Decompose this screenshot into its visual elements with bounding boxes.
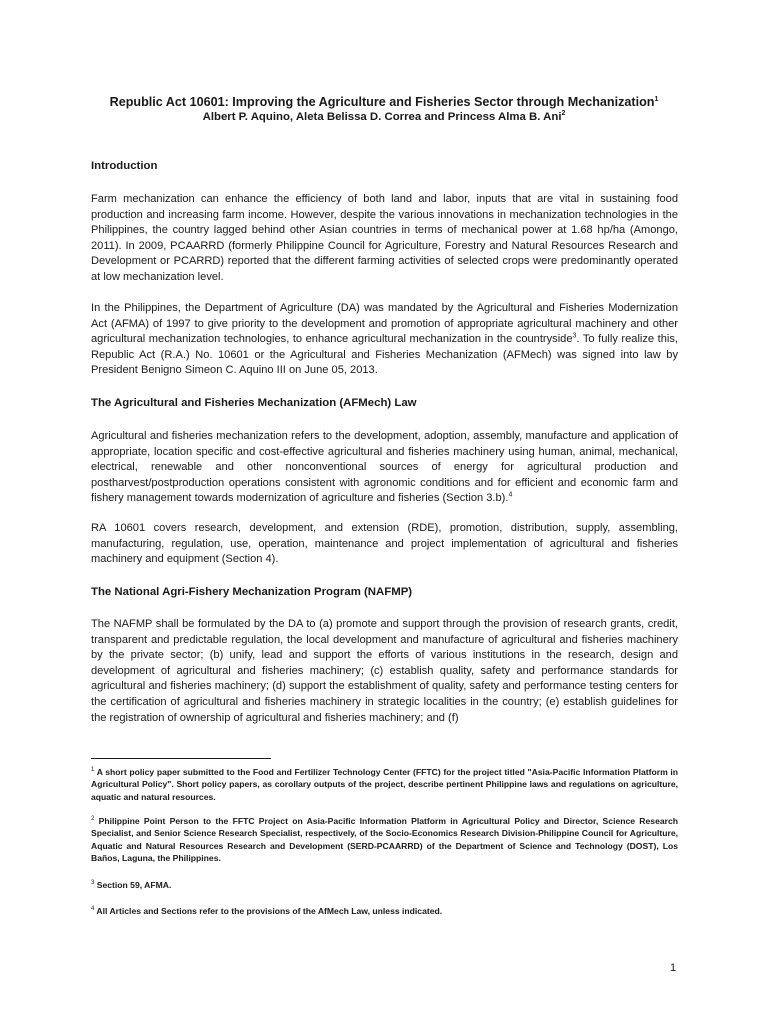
intro-paragraph-2-part-a: In the Philippines, the Department of Agriculture (DA) was mandated by the Agricultural and Fisheries Modernization Act (AFMA) of 1997 to give priority to the development and promotion of appropriate agricultural machinery and other agricultural mechanization technologies, to enhance agricultural mechanization in the countryside xyxy=(91,302,678,346)
footnote-4-mark: 4 xyxy=(91,906,95,913)
footnote-1-mark: 1 xyxy=(91,767,95,774)
intro-paragraph-2-part-b: . To fully realize this, Republic Act (R.A.) No. 10601 or the Agricultural and Fisheries Mechanization (AFMech) was signed into law by President Benigno Simeon C. Aquino III on June 05, 2013. xyxy=(91,333,678,377)
footnote-3-text: Section 59, AFMA. xyxy=(96,880,172,890)
footnote-4-text: All Articles and Sections refer to the provisions of the AfMech Law, unless indicated. xyxy=(96,906,443,916)
page-number: 1 xyxy=(670,962,677,974)
footnote-1-text: A short policy paper submitted to the Food and Fertilizer Technology Center (FFTC) for the project titled "Asia-Pacific Information Platform in Agricultural Policy". Short policy papers, as corollary outputs of the project, describe pertinent Philippine laws and regulations on agriculture, aquatic and natural resources. xyxy=(91,767,678,802)
introduction-heading: Introduction xyxy=(91,160,158,172)
footnote-3-mark: 3 xyxy=(91,880,95,887)
footnote-2-mark: 2 xyxy=(91,816,95,823)
intro-paragraph-2 xyxy=(91,301,678,379)
intro-paragraph-1: Farm mechanization can enhance the efficiency of both land and labor, inputs that are vital in sustaining food production and increasing farm income. However, despite the various innovations in mechanization technologies in the Philippines, the country lagged behind other Asian countries in terms of mechanical power at 1.68 hp/ha (Amongo, 2011). In 2009, PCAARRD (formerly Philippine Council for Agriculture, Forestry and Natural Resources Research and Development or PCARRD) reported that the different farming activities of selected crops were predominantly operated at low mechanization level. xyxy=(91,193,678,283)
afmech-paragraph-2: RA 10601 covers research, development, and extension (RDE), promotion, distribution, supply, assembling, manufacturing, regulation, use, operation, maintenance and project implementation of agricultural and fisheries machinery and equipment (Section 4). xyxy=(91,522,678,566)
afmech-paragraph-1-text: Agricultural and fisheries mechanization refers to the development, adoption, assembly, manufacture and application of appropriate, location specific and cost-effective agricultural and fisheries machinery using human, animal, mechanical, electrical, renewable and other nonconventional sources of energy for agricultural production and postharvest/postproduction operations consistent with agronomic conditions and for efficient and economic farm and fishery management towards modernization of agriculture and fisheries (Section 3.b). xyxy=(91,430,678,505)
footnote-divider xyxy=(91,758,271,759)
footnote-2 xyxy=(91,815,678,865)
author-footnote-mark: 2 xyxy=(561,110,566,118)
paper-title-text: Republic Act 10601: Improving the Agriculture and Fisheries Sector through Mechanization xyxy=(109,95,655,109)
title-footnote-mark: 1 xyxy=(654,95,659,103)
author-list-text: Albert P. Aquino, Aleta Belissa D. Correa and Princess Alma B. Ani xyxy=(202,111,562,123)
paper-title xyxy=(40,94,728,110)
footnote-3 xyxy=(91,879,678,891)
footnote-4 xyxy=(91,905,678,917)
author-list xyxy=(40,110,728,125)
nafmp-heading: The National Agri-Fishery Mechanization Program (NAFMP) xyxy=(91,586,413,598)
afmech-law-heading: The Agricultural and Fisheries Mechanization (AFMech) Law xyxy=(91,397,417,409)
footnote-1 xyxy=(91,766,678,803)
footnote-mark-3: 3 xyxy=(572,332,577,340)
footnote-mark-4: 4 xyxy=(508,491,513,499)
nafmp-paragraph: The NAFMP shall be formulated by the DA to (a) promote and support through the provision of research grants, credit, transparent and predictable regulation, the local development and manufacture of agricultural and fisheries machinery by the private sector; (b) unify, lead and support the efforts of various institutions in the research, design and development of agricultural and fisheries machinery; (c) establish quality, safety and performance standards for agricultural and fisheries machinery; (d) support the establishment of quality, safety and performance testing centers for the certification of agricultural and fisheries machinery in strategic localities in the country; (e) establish guidelines for the registration of ownership of agricultural and fisheries machinery; and (f) xyxy=(91,618,678,724)
footnote-2-text: Philippine Point Person to the FFTC Project on Asia-Pacific Information Platform in Agricultural Policy and Director, Science Research Specialist, and Senior Science Research Specialist, respectively, of the Socio-Economics Research Division-Philippine Council for Agriculture, Aquatic and Natural Resources Research and Development (SERD-PCAARRD) of the Department of Science and Technology (DOST), Los Baños, Laguna, the Philippines. xyxy=(91,816,679,864)
afmech-paragraph-1 xyxy=(91,429,678,507)
